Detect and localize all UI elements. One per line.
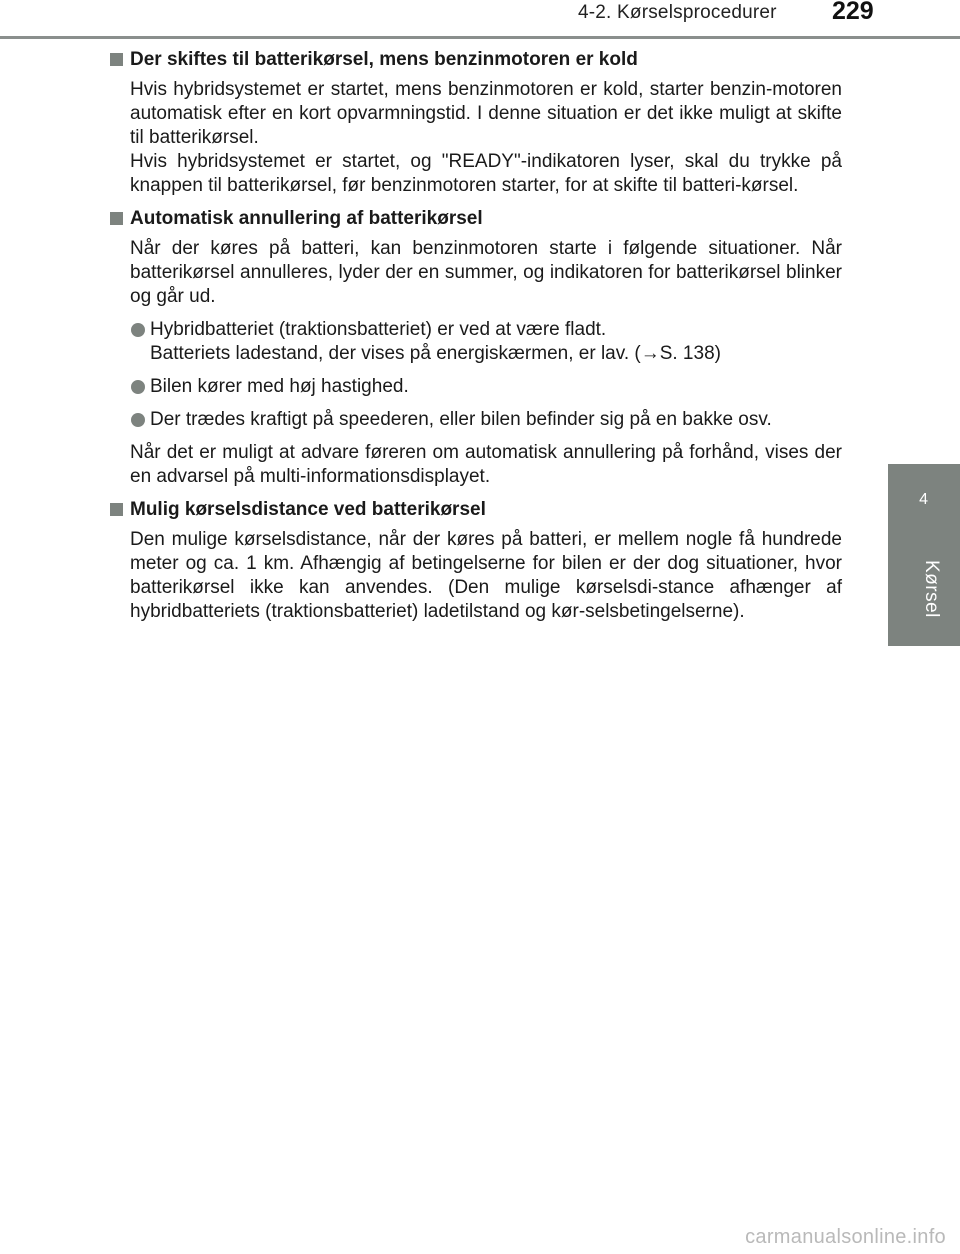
square-bullet-icon [110,212,123,225]
circle-bullet-icon [131,413,145,427]
square-bullet-icon [110,503,123,516]
section-heading: Mulig kørselsdistance ved batterikørsel [130,498,842,522]
section-title: 4-2. Kørselsprocedurer [578,2,777,23]
paragraph: Den mulige kørselsdistance, når der køres på batteri, er mellem nogle få hundrede meter og ca. 1 km. Afhængig af betingelserne for bilen er der dog situationer, hvor batterikørsel ikke kan anvendes. (Den mulige kørselsdi-stance afhænger af hybridbatteriets (traktionsbatteriet) ladetilstand og kør-selsbetingelserne). [130,529,842,622]
section-automatic-cancellation [110,207,842,489]
paragraph: Når det er muligt at advare føreren om automatisk annullering på forhånd, vises der en advarsel på multi-informationsdisplayet. [130,442,842,487]
section-battery-switch-cold-engine [110,48,842,198]
page-number: 229 [832,0,874,25]
circle-bullet-icon [131,323,145,337]
paragraph: Når der køres på batteri, kan benzinmotoren starte i følgende situationer. Når batterikørsel annulleres, lyder der en summer, og indikatoren for batterikørsel blinker og går ud. [130,238,842,307]
square-bullet-icon [110,53,123,66]
section-driving-distance [110,498,842,624]
circle-bullet-icon [131,380,145,394]
list-item: Hybridbatteriet (traktionsbatteriet) er ved at være fladt. Batteriets ladestand, der vises på energiskærmen, er lav. (→S. 138) [150,318,842,366]
section-heading: Automatisk annullering af batterikørsel [130,207,842,231]
watermark: carmanualsonline.info [745,1226,946,1248]
page-content [110,48,842,633]
section-heading: Der skiftes til batterikørsel, mens benzinmotoren er kold [130,48,842,72]
header-divider [0,36,960,39]
chapter-tab-label: Kørsel [921,560,942,618]
paragraph: Hvis hybridsystemet er startet, og "READY"-indikatoren lyser, skal du trykke på knappen til batterikørsel, før benzinmotoren starter, for at skifte til batteri-kørsel. [130,151,842,196]
list-item: Bilen kører med høj hastighed. [150,375,842,399]
paragraph: Hvis hybridsystemet er startet, mens benzinmotoren er kold, starter benzin-motoren automatisk efter en kort opvarmningstid. I denne situation er det ikke muligt at skifte til batterikørsel. [130,79,842,148]
chapter-tab-number: 4 [919,491,928,508]
list-item: Der trædes kraftigt på speederen, eller bilen befinder sig på en bakke osv. [150,408,842,432]
